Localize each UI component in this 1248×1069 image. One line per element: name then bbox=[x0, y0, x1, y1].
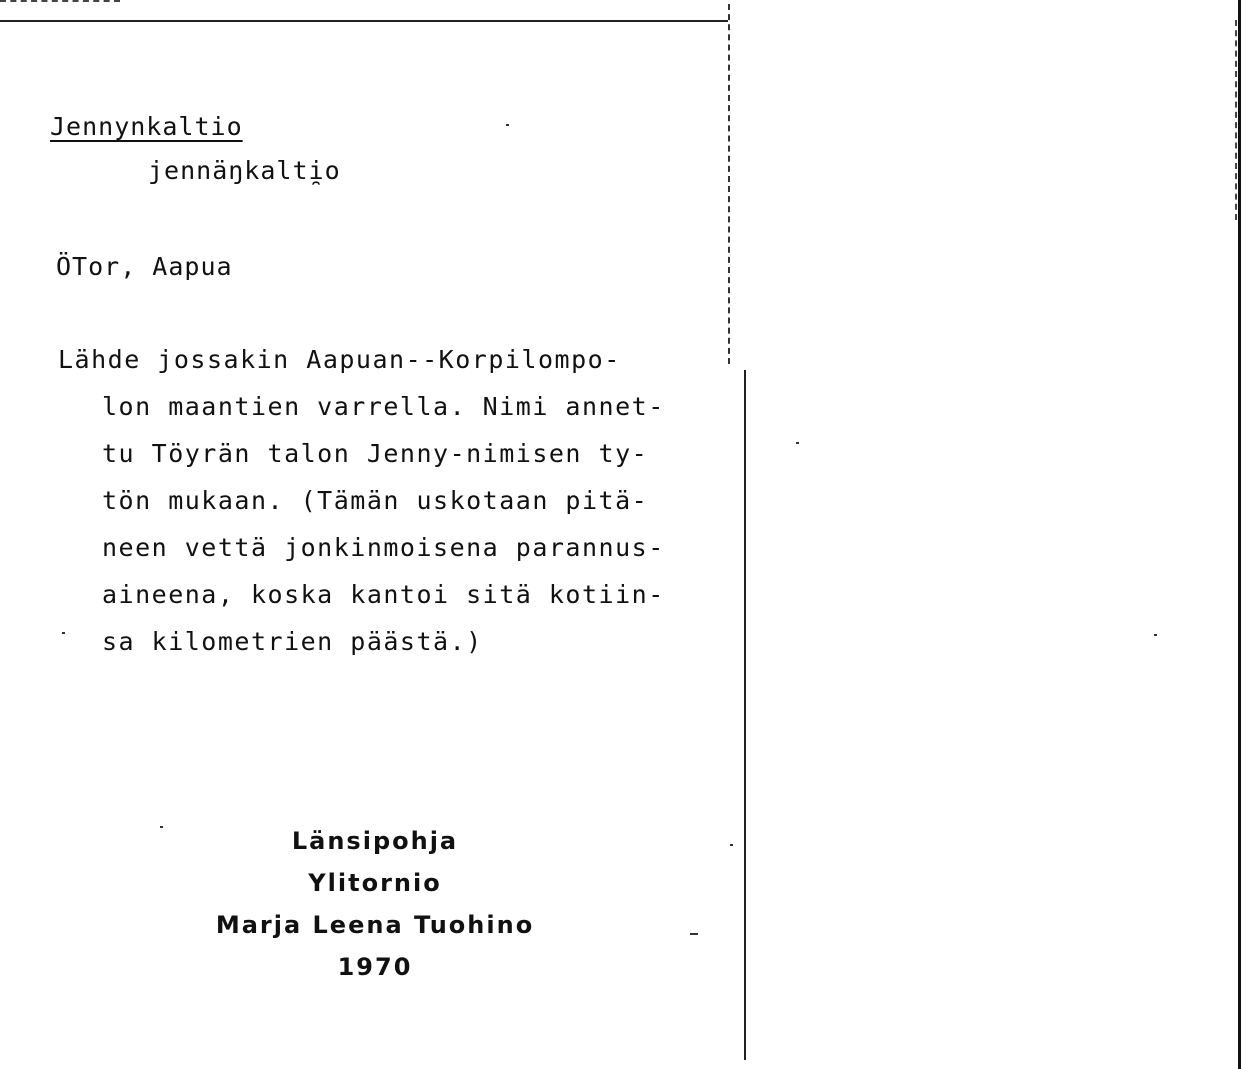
card-right-edge-dashed bbox=[728, 4, 730, 364]
description-text bbox=[58, 336, 758, 665]
description-line: aineena, koska kantoi sitä kotiin- bbox=[102, 580, 665, 609]
description-line: sa kilometrien päästä.) bbox=[102, 627, 483, 656]
collector-stamp bbox=[205, 820, 545, 988]
scan-edge bbox=[1238, 0, 1241, 1069]
scan-speck bbox=[160, 826, 163, 828]
source-location: ÖTor, Aapua bbox=[56, 252, 233, 281]
description-line: Lähde jossakin Aapuan--Korpilompo- bbox=[58, 345, 621, 374]
stamp-year: 1970 bbox=[337, 953, 413, 981]
description-line: neen vettä jonkinmoisena parannus- bbox=[102, 533, 665, 562]
scan-edge-dashed bbox=[1235, 20, 1237, 220]
scan-speck bbox=[690, 933, 698, 935]
description-line: tön mukaan. (Tämän uskotaan pitä- bbox=[102, 486, 649, 515]
scan-speck bbox=[730, 844, 733, 846]
stamp-collector: Marja Leena Tuohino bbox=[215, 911, 535, 939]
stamp-region: Länsipohja bbox=[291, 827, 459, 855]
card-top-edge bbox=[0, 20, 728, 22]
scan-artifact-top-short bbox=[0, 0, 120, 2]
description-line: tu Töyrän talon Jenny-nimisen ty- bbox=[102, 439, 649, 468]
scan-speck bbox=[506, 124, 509, 126]
place-name-title: Jennynkaltio bbox=[50, 112, 243, 141]
phonetic-transcription: jennäŋkalti̯o bbox=[148, 156, 341, 185]
stamp-parish: Ylitornio bbox=[308, 869, 442, 897]
scan-speck bbox=[796, 442, 799, 444]
description-line: lon maantien varrella. Nimi annet- bbox=[102, 392, 665, 421]
scan-speck bbox=[1154, 634, 1157, 636]
